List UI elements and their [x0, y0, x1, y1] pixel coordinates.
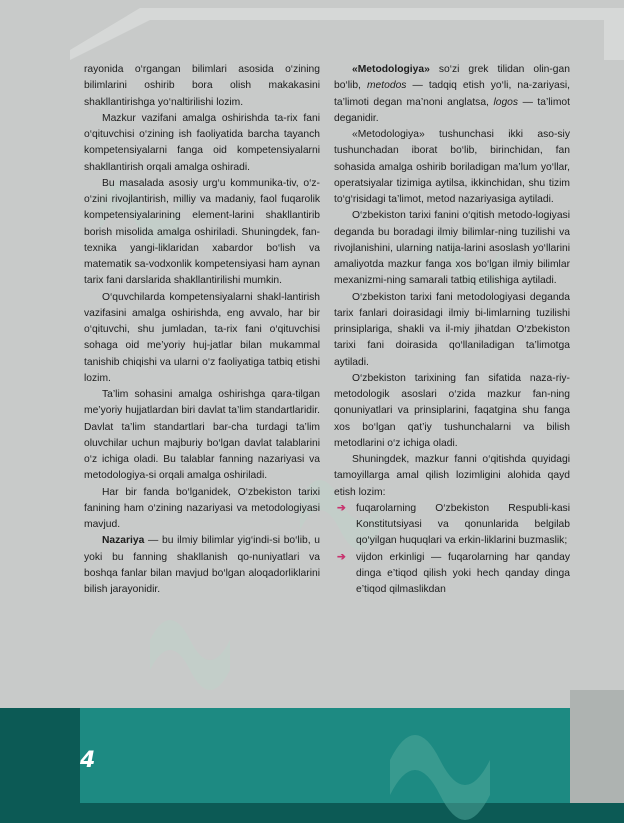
list-item-text: fuqarolarning O‘zbekiston Respubli-kasi Konstitutsiyasi va qonunlarida belgilab qo‘yilgan huquqlari va erkin-liklarini buzmaslik; [356, 502, 570, 547]
left-column [84, 62, 320, 598]
principles-list [334, 501, 570, 599]
text-run: «Metodologiya» tushunchasi ikki aso-siy tushunchadan iborat bo‘lib, birinchidan, fan sohasida amalga oshirib boriladigan ma’lum yo‘llar, operatsiyalar tizimiga aytilsa, ikkinchidan, shu tizim to‘g‘risidagi ta’limot, metod nazariyasiga aytiladi. [334, 129, 570, 205]
page-number: 4 [80, 748, 96, 773]
list-item-text: vijdon erkinligi — fuqarolarning har qanday dinga e’tiqod qilish yoki hech qanday dinga e’tiqod qilmaslikdan [356, 551, 570, 595]
text-run: O‘zbekiston tarixining fan sifatida naza-riy-metodologik asoslari o‘zida mazkur fan-ning qonuniyatlari va prinsiplarini, faqatgina shu fanga xos bo‘lgan qat’iy tushunchalarni va bilish metodlarini o‘z ichiga oladi. [334, 372, 570, 449]
text-run: — bu ilmiy bilimlar yig‘indi-si bo‘lib, u yoki bu fanning shakllanish qo-nuniyatlari va boshqa fanlar bilan mavjud bo‘lgan aloqadorliklarini bilish jarayonidir. [84, 535, 320, 595]
paragraph [334, 127, 570, 208]
text-run: rayonida o‘rgangan bilimlari asosida o‘zining bilimlarini oshirib bora olish makakasini shakllantirishga yo‘naltirilishi lozim. [84, 64, 320, 108]
italic-term: metodos [366, 80, 407, 92]
text-run: Mazkur vazifani amalga oshirishda ta-rix fani o‘qituvchisi o‘zining ish faoliyatida barcha tayanch kompetensiyalarni fanga oid kompetensiyalarni shakllantirish orqali amalga oshiradi. [84, 112, 320, 173]
text-run: — tadqiq etish yo‘li, na-zariyasi, ta’limoti degan ma’noni anglatsa, [334, 80, 571, 108]
text-run: Har bir fanda bo‘lganidek, O‘zbekiston tarixi fanining ham o‘zining nazariyasi va metodologiyasi mavjud. [84, 486, 320, 530]
paragraph [84, 111, 320, 176]
paragraph [84, 485, 320, 534]
bold-term: «Metodologiya» [352, 64, 430, 75]
paragraph [84, 176, 320, 290]
paragraph [84, 62, 320, 111]
paragraph [84, 290, 320, 388]
text-run: — ta’limot deganidir. [334, 96, 570, 124]
bold-term: Nazariya [102, 535, 145, 547]
paragraph [334, 208, 570, 289]
list-item [334, 501, 570, 550]
text-run: Ta’lim sohasini amalga oshirishga qara-tilgan me’yoriy hujjatlardan biri davlat ta’lim standartlaridir. Davlat ta’lim standartlari bar-cha turdagi ta’lim oluvchilar uchun majburiy bo‘lgan davlat talablarini o‘z ichiga oladi. Bu talablar fanning nazariyasi va metodologiya-si orqali amalga oshiriladi. [84, 389, 320, 482]
text-run: Shuningdek, mazkur fanni o‘qitishda quyidagi tamoyillarga amal qilish lozimligini alohida qayd etish lozim: [334, 454, 570, 498]
text-run: O‘zbekiston tarixi fani metodologiyasi deganda tarix fanlari doirasidagi ilmiy bi-limlarning tuzilishi prinsiplariga, shakli va il-miy jihatdan O‘zbekiston tarixi fani doirasida qo‘llaniladigan ta’limotga aytiladi. [334, 291, 570, 368]
paragraph [334, 290, 570, 371]
paragraph [334, 452, 570, 501]
text-run: Bu masalada asosiy urg‘u kommunika-tiv, o‘z-o‘zini rivojlantirish, milliy va madaniy, faol fuqarolik kompetensiyalarining element-larini shakllantirib borish misolida amalga oshiriladi. Shuningdek, fan-texnika yangi-liklaridan xabardor bo‘lish va matematik sa-vodxonlik kompetensiyasi ham aynan tarix fani darslarida shakllantirilishi mumkin. [84, 177, 320, 287]
paragraph [334, 371, 570, 452]
text-run: O‘quvchilarda kompetensiyalarni shakl-lantirish vazifasini amalga oshirishda, eng avvalo, har bir o‘qituvchi, shu jumladan, ta-rix fani o‘qituvchisi sohaga oid me’yoriy huj-jatlar bilan mukammal tanishib chiqishi va ularni o‘z faoliyatiga tatbiq etishi lozim. [84, 291, 320, 384]
text-run: O‘zbekiston tarixi fanini o‘qitish metodo-logiyasi deganda bu boradagi ilmiy bilimlar-ning tuzilishi va rivojlanishini, ularning natija-larini asoslash yo‘llarini amaliyotda mazkur fanga xos bo‘lgan ilmiy bilimlar mexanizmi-ning samarali tatbiq etilishiga aytiladi. [334, 210, 570, 287]
italic-term: logos [493, 96, 519, 108]
arrow-right-icon: ➔ [337, 502, 346, 514]
paragraph [84, 533, 320, 598]
list-item [334, 550, 570, 599]
paragraph [334, 62, 570, 127]
text-run: so‘zi grek tilidan olin-gan bo‘lib, [334, 64, 570, 92]
right-column [334, 62, 570, 598]
paragraph [84, 387, 320, 485]
arrow-right-icon: ➔ [337, 551, 346, 563]
